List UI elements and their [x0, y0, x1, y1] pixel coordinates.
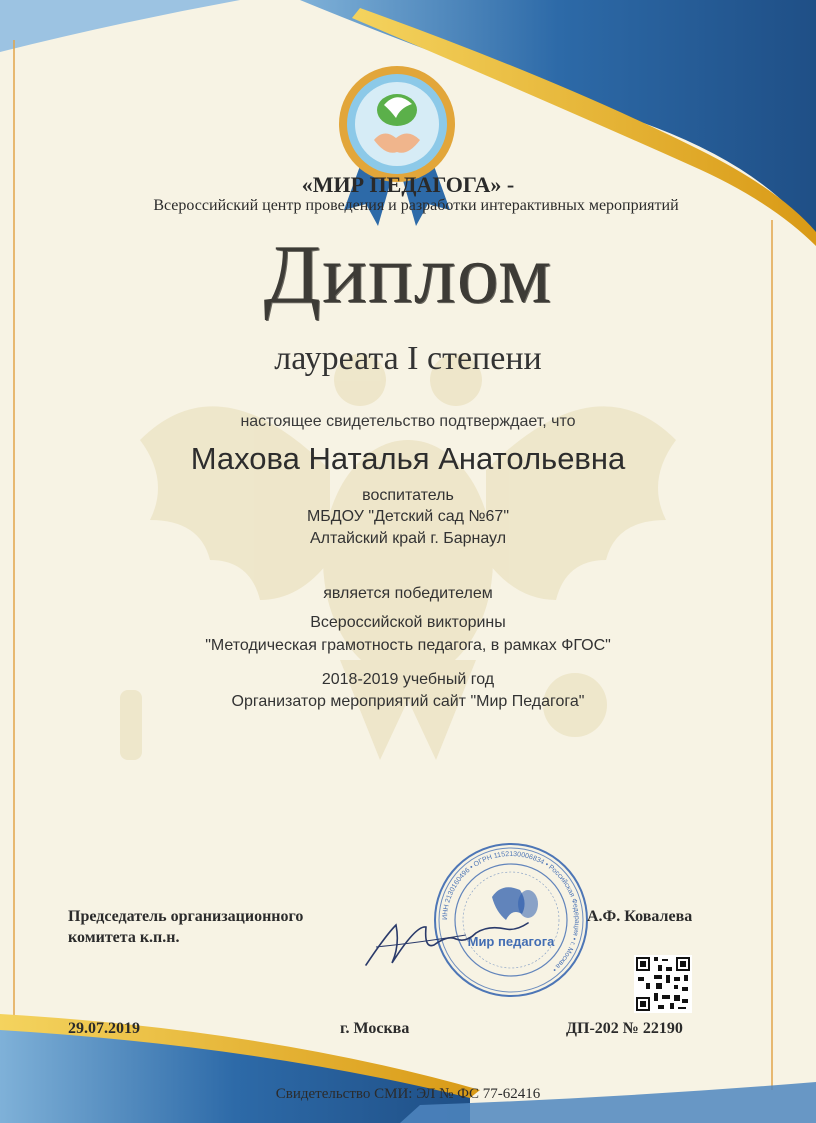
event-type: Всероссийской викторины — [310, 614, 506, 631]
media-registration: Свидетельство СМИ: ЭЛ № ФС 77-62416 — [275, 1086, 541, 1102]
qr-code — [634, 955, 692, 1013]
signer-role-line1: Председатель организационного — [68, 908, 304, 925]
stamp-center-text: Мир педагога — [467, 934, 555, 949]
top-left-ribbon — [0, 0, 240, 52]
school-year: 2018-2019 учебный год — [321, 671, 495, 688]
issue-city: г. Москва — [340, 1020, 410, 1037]
diploma-number: ДП-202 № 22190 — [566, 1020, 683, 1037]
brand-subtitle: Всероссийский центр проведения и разработки интерактивных мероприятий — [153, 197, 679, 214]
event-name: "Методическая грамотность педагога, в рамках ФГОС" — [205, 637, 611, 654]
brand-name: «МИР ПЕДАГОГА» - — [301, 172, 515, 197]
winner-status: является победителем — [323, 585, 493, 602]
signer-role — [68, 906, 303, 948]
signer-role-line2: комитета к.п.н. — [68, 929, 180, 946]
recipient-position: воспитатель — [362, 487, 454, 504]
diploma-title: Диплом — [263, 228, 553, 321]
intro-text: настоящее свидетельство подтверждает, что — [240, 413, 576, 430]
organizer: Организатор мероприятий сайт "Мир Педагога" — [231, 693, 585, 710]
handwritten-signature — [356, 905, 536, 975]
diploma-degree: лауреата I степени — [274, 340, 542, 377]
issue-date: 29.07.2019 — [68, 1020, 140, 1037]
stamp-ring-text: ИНН 2130160496 • ОГРН 1152130006834 • Российская Федерация • г. Москва • — [441, 850, 581, 973]
recipient-organization: МБДОУ "Детский сад №67" — [306, 508, 510, 525]
signer-name: А.Ф. Ковалева — [587, 908, 693, 925]
recipient-location: Алтайский край г. Барнаул — [309, 530, 507, 547]
recipient-name: Махова Наталья Анатольевна — [190, 441, 626, 476]
